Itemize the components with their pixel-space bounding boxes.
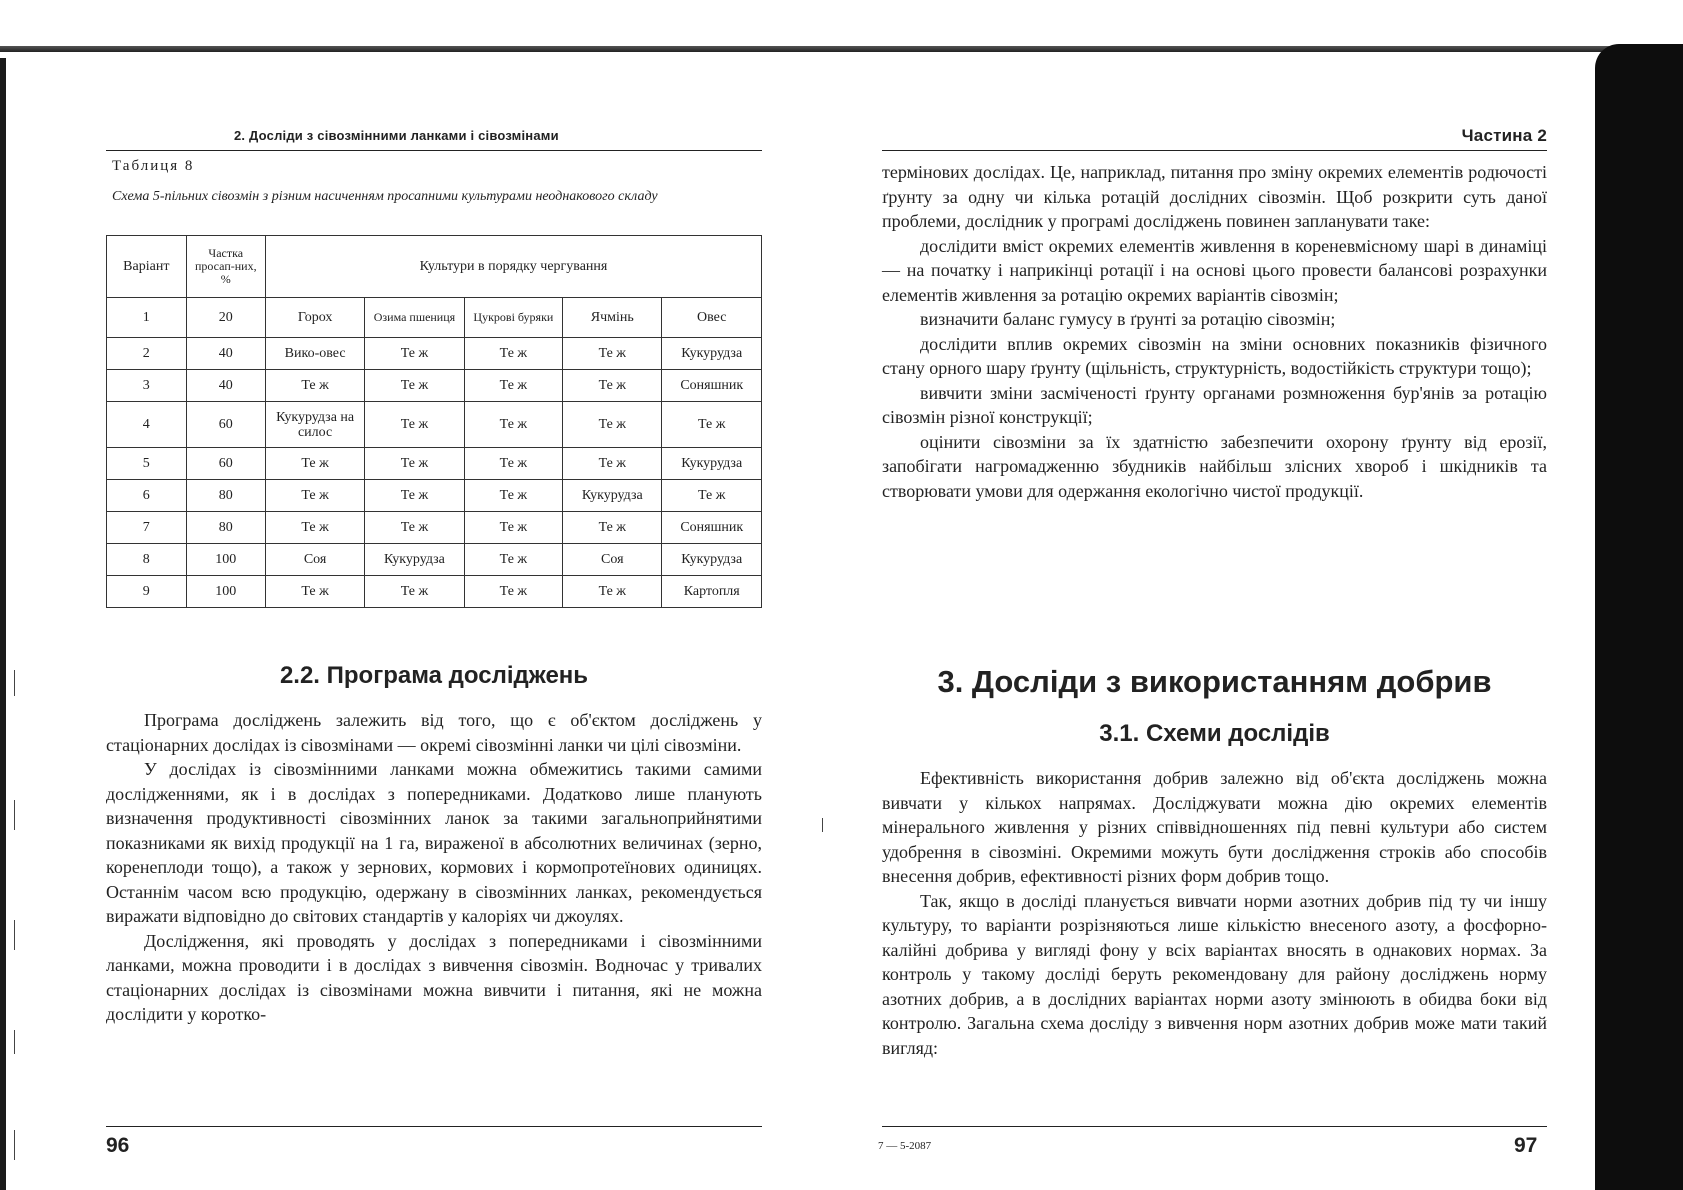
table-cell: Цукрові буряки <box>464 298 562 338</box>
table-cell: 7 <box>107 512 187 544</box>
paragraph: вивчити зміни засміченості ґрунту органами розмноження бур'янів за ротацію сівозмін різної конструкції; <box>882 382 1547 427</box>
scan-mark <box>14 920 15 950</box>
table-cell: Те ж <box>365 338 464 370</box>
table-cell: 40 <box>186 370 265 402</box>
table-cell: Те ж <box>563 370 662 402</box>
table-row <box>107 338 762 370</box>
table-cell: 80 <box>186 480 265 512</box>
signature-code: 7 — 5-2087 <box>878 1140 932 1152</box>
right-body-bottom <box>882 766 1547 1060</box>
table-row <box>107 544 762 576</box>
table-cell: Те ж <box>365 448 464 480</box>
scan-left-edge <box>0 58 6 1190</box>
scan-top-edge <box>0 0 1683 52</box>
scan-right-edge <box>1595 44 1683 1190</box>
table-cell: Те ж <box>365 576 464 608</box>
table-cell: Те ж <box>365 402 464 448</box>
left-head-rule <box>106 150 762 151</box>
table-cell: Те ж <box>464 448 562 480</box>
paragraph: визначити баланс гумусу в ґрунті за ротацію сівозмін; <box>920 309 1336 329</box>
right-foot-rule <box>882 1126 1547 1127</box>
table-cell: Те ж <box>662 480 762 512</box>
table-cell: Соняшник <box>662 370 762 402</box>
crop-rotation-table <box>106 235 762 608</box>
table-cell: Соняшник <box>662 512 762 544</box>
table-cell: Кукурудза <box>662 338 762 370</box>
left-running-head: 2. Досліди з сівозмінними ланками і сівозмінами <box>234 128 559 143</box>
scan-mark <box>14 1030 15 1054</box>
table-cell: 1 <box>107 298 187 338</box>
table-cell: 60 <box>186 402 265 448</box>
right-running-head: Частина 2 <box>1461 126 1547 145</box>
right-head-rule <box>882 150 1547 151</box>
table-cell: Кукурудза <box>662 544 762 576</box>
chapter-title: 3. Досліди з використанням добрив <box>937 664 1492 699</box>
table-row <box>107 298 762 338</box>
paragraph: Ефективність використання добрив залежно від об'єкта досліджень можна вивчати у кількох напрямах. Досліджувати можна дію окремих елементів мінерального живлення у різних співвідношеннях під певні культури або систем удобрення в сівозміні. Окремими можуть бути дослідження строків або способів внесення добрив, ефективності різних форм добрив тощо. <box>882 768 1547 886</box>
table-cell: Горох <box>265 298 364 338</box>
table-cell: Те ж <box>265 576 364 608</box>
header-share: Частка просап-них, % <box>186 236 265 298</box>
table-cell: Те ж <box>563 402 662 448</box>
header-variant: Варіант <box>107 236 187 298</box>
paragraph: Дослідження, які проводять у дослідах з попередниками і сівозмінними ланками, можна проводити і в дослідах з вивчення сівозмін. Водночас у тривалих стаціонарних дослідах із сівозмінами можна вивчити і питання, які не можна дослідити у коротко- <box>106 930 762 1024</box>
table-cell: Те ж <box>563 448 662 480</box>
table-cell: Те ж <box>464 512 562 544</box>
table-cell: Те ж <box>265 480 364 512</box>
table-header-row <box>107 236 762 298</box>
table-cell: 20 <box>186 298 265 338</box>
table-cell: Те ж <box>563 338 662 370</box>
table-cell: Те ж <box>464 544 562 576</box>
table-cell: Те ж <box>662 402 762 448</box>
header-crops: Культури в порядку чергування <box>265 236 761 298</box>
table-cell: Кукурудза <box>563 480 662 512</box>
paragraph: дослідити вплив окремих сівозмін на зміни основних показників фізичного стану орного шару ґрунту (щільність, структурність, водостійкість структури тощо); <box>882 333 1547 378</box>
table-cell: Ячмінь <box>563 298 662 338</box>
right-section-title: 3.1. Схеми дослідів <box>1099 720 1330 747</box>
table-cell: 9 <box>107 576 187 608</box>
table-cell: 8 <box>107 544 187 576</box>
paragraph: дослідити вміст окремих елементів живлення в кореневмісному шарі в динаміці — на початку і наприкінці ротації і на основі цього провести балансові розрахунки елементів живлення за ротацію окремих варіантів сівозмін; <box>882 235 1547 305</box>
table-cell: Те ж <box>464 402 562 448</box>
scan-mark <box>14 800 15 830</box>
table-cell: Озима пшениця <box>365 298 464 338</box>
table-cell: Те ж <box>464 370 562 402</box>
left-page-number: 96 <box>106 1134 130 1157</box>
table-cell: 2 <box>107 338 187 370</box>
table-row <box>107 512 762 544</box>
table-cell: Те ж <box>563 576 662 608</box>
table-cell: 100 <box>186 544 265 576</box>
table-cell: Те ж <box>265 512 364 544</box>
left-foot-rule <box>106 1126 762 1127</box>
table-cell: Те ж <box>464 480 562 512</box>
right-body-top <box>882 160 1547 503</box>
table-row <box>107 370 762 402</box>
table-row <box>107 576 762 608</box>
table-cell: Соя <box>265 544 364 576</box>
table-cell: Те ж <box>464 338 562 370</box>
table-caption: Схема 5-пільних сівозмін з різним насиченням просапними культурами неоднакового складу <box>112 189 658 204</box>
table-cell: 40 <box>186 338 265 370</box>
table-cell: Овес <box>662 298 762 338</box>
right-page-number: 97 <box>1514 1134 1538 1157</box>
table-cell: Кукурудза <box>365 544 464 576</box>
scan-mark <box>14 1130 15 1160</box>
left-body-text <box>106 708 762 1027</box>
table-cell: Те ж <box>365 512 464 544</box>
scan-mark <box>822 818 823 832</box>
table-cell: Те ж <box>464 576 562 608</box>
table-cell: 3 <box>107 370 187 402</box>
table-cell: Те ж <box>563 512 662 544</box>
table-row <box>107 448 762 480</box>
table-cell: 5 <box>107 448 187 480</box>
table-cell: Те ж <box>265 370 364 402</box>
table-cell: 80 <box>186 512 265 544</box>
paragraph: Програма досліджень залежить від того, що є об'єктом досліджень у стаціонарних дослідах із сівозмінами — окремі сівозмінні ланки чи цілі сівозміни. <box>106 710 762 755</box>
table-row <box>107 402 762 448</box>
table-cell: Соя <box>563 544 662 576</box>
table-cell: Те ж <box>265 448 364 480</box>
table-cell: Вико-овес <box>265 338 364 370</box>
table-row <box>107 480 762 512</box>
table-label: Таблиця 8 <box>112 158 195 174</box>
table-cell: 60 <box>186 448 265 480</box>
table-cell: 6 <box>107 480 187 512</box>
paragraph: У дослідах із сівозмінними ланками можна обмежитись такими самими дослідженнями, як і в дослідах з попередниками. Додатково лише планують визначення продуктивності сівозмінних ланок за такими загальноприйнятими показниками як вихід продукції на 1 га, вираженої в абсолютних величинах (зерно, коренеплоди тощо), а також у зернових, кормових і кормопротеїнових одиницях. Останнім часом всю продукцію, одержану в сівозмінних ланках, рекомендується виражати відповідно до світових стандартів у калоріях чи джоулях. <box>106 759 762 926</box>
paragraph: оцінити сівозміни за їх здатністю забезпечити охорону ґрунту від ерозії, запобігати нагромадженню збудників найбільш злісних хвороб і шкідників та створювати умови для одержання екологічно чистої продукції. <box>882 431 1547 501</box>
paragraph: термінових дослідах. Це, наприклад, питання про зміну окремих елементів родючості ґрунту за одну чи кілька ротацій дослідних сівозмін. Щоб розкрити суть даної проблеми, дослідник у програмі досліджень повинен запланувати таке: <box>882 162 1547 231</box>
left-section-title: 2.2. Програма досліджень <box>279 662 589 689</box>
table-cell: Картопля <box>662 576 762 608</box>
paragraph: Так, якщо в досліді планується вивчати норми азотних добрив під ту чи іншу культуру, то варіанти розрізняються лише кількістю внесеного азоту, а фосфорно-калійні добрива у вигляді фону у всіх варіантах вносять в однакових нормах. За контроль у такому досліді беруть рекомендовану для району досліджень норму азотних добрив, а в дослідних варіантах норми азоту змінюють в обидва боки від контролю. Загальна схема досліду з вивчення норм азотних добрив може мати такий вигляд: <box>882 890 1547 1058</box>
scan-mark <box>14 670 15 696</box>
table-cell: 100 <box>186 576 265 608</box>
table-cell: Те ж <box>365 370 464 402</box>
table-cell: Те ж <box>365 480 464 512</box>
table-cell: Кукурудза <box>662 448 762 480</box>
table-cell: 4 <box>107 402 187 448</box>
table-cell: Кукурудза на силос <box>265 402 364 448</box>
